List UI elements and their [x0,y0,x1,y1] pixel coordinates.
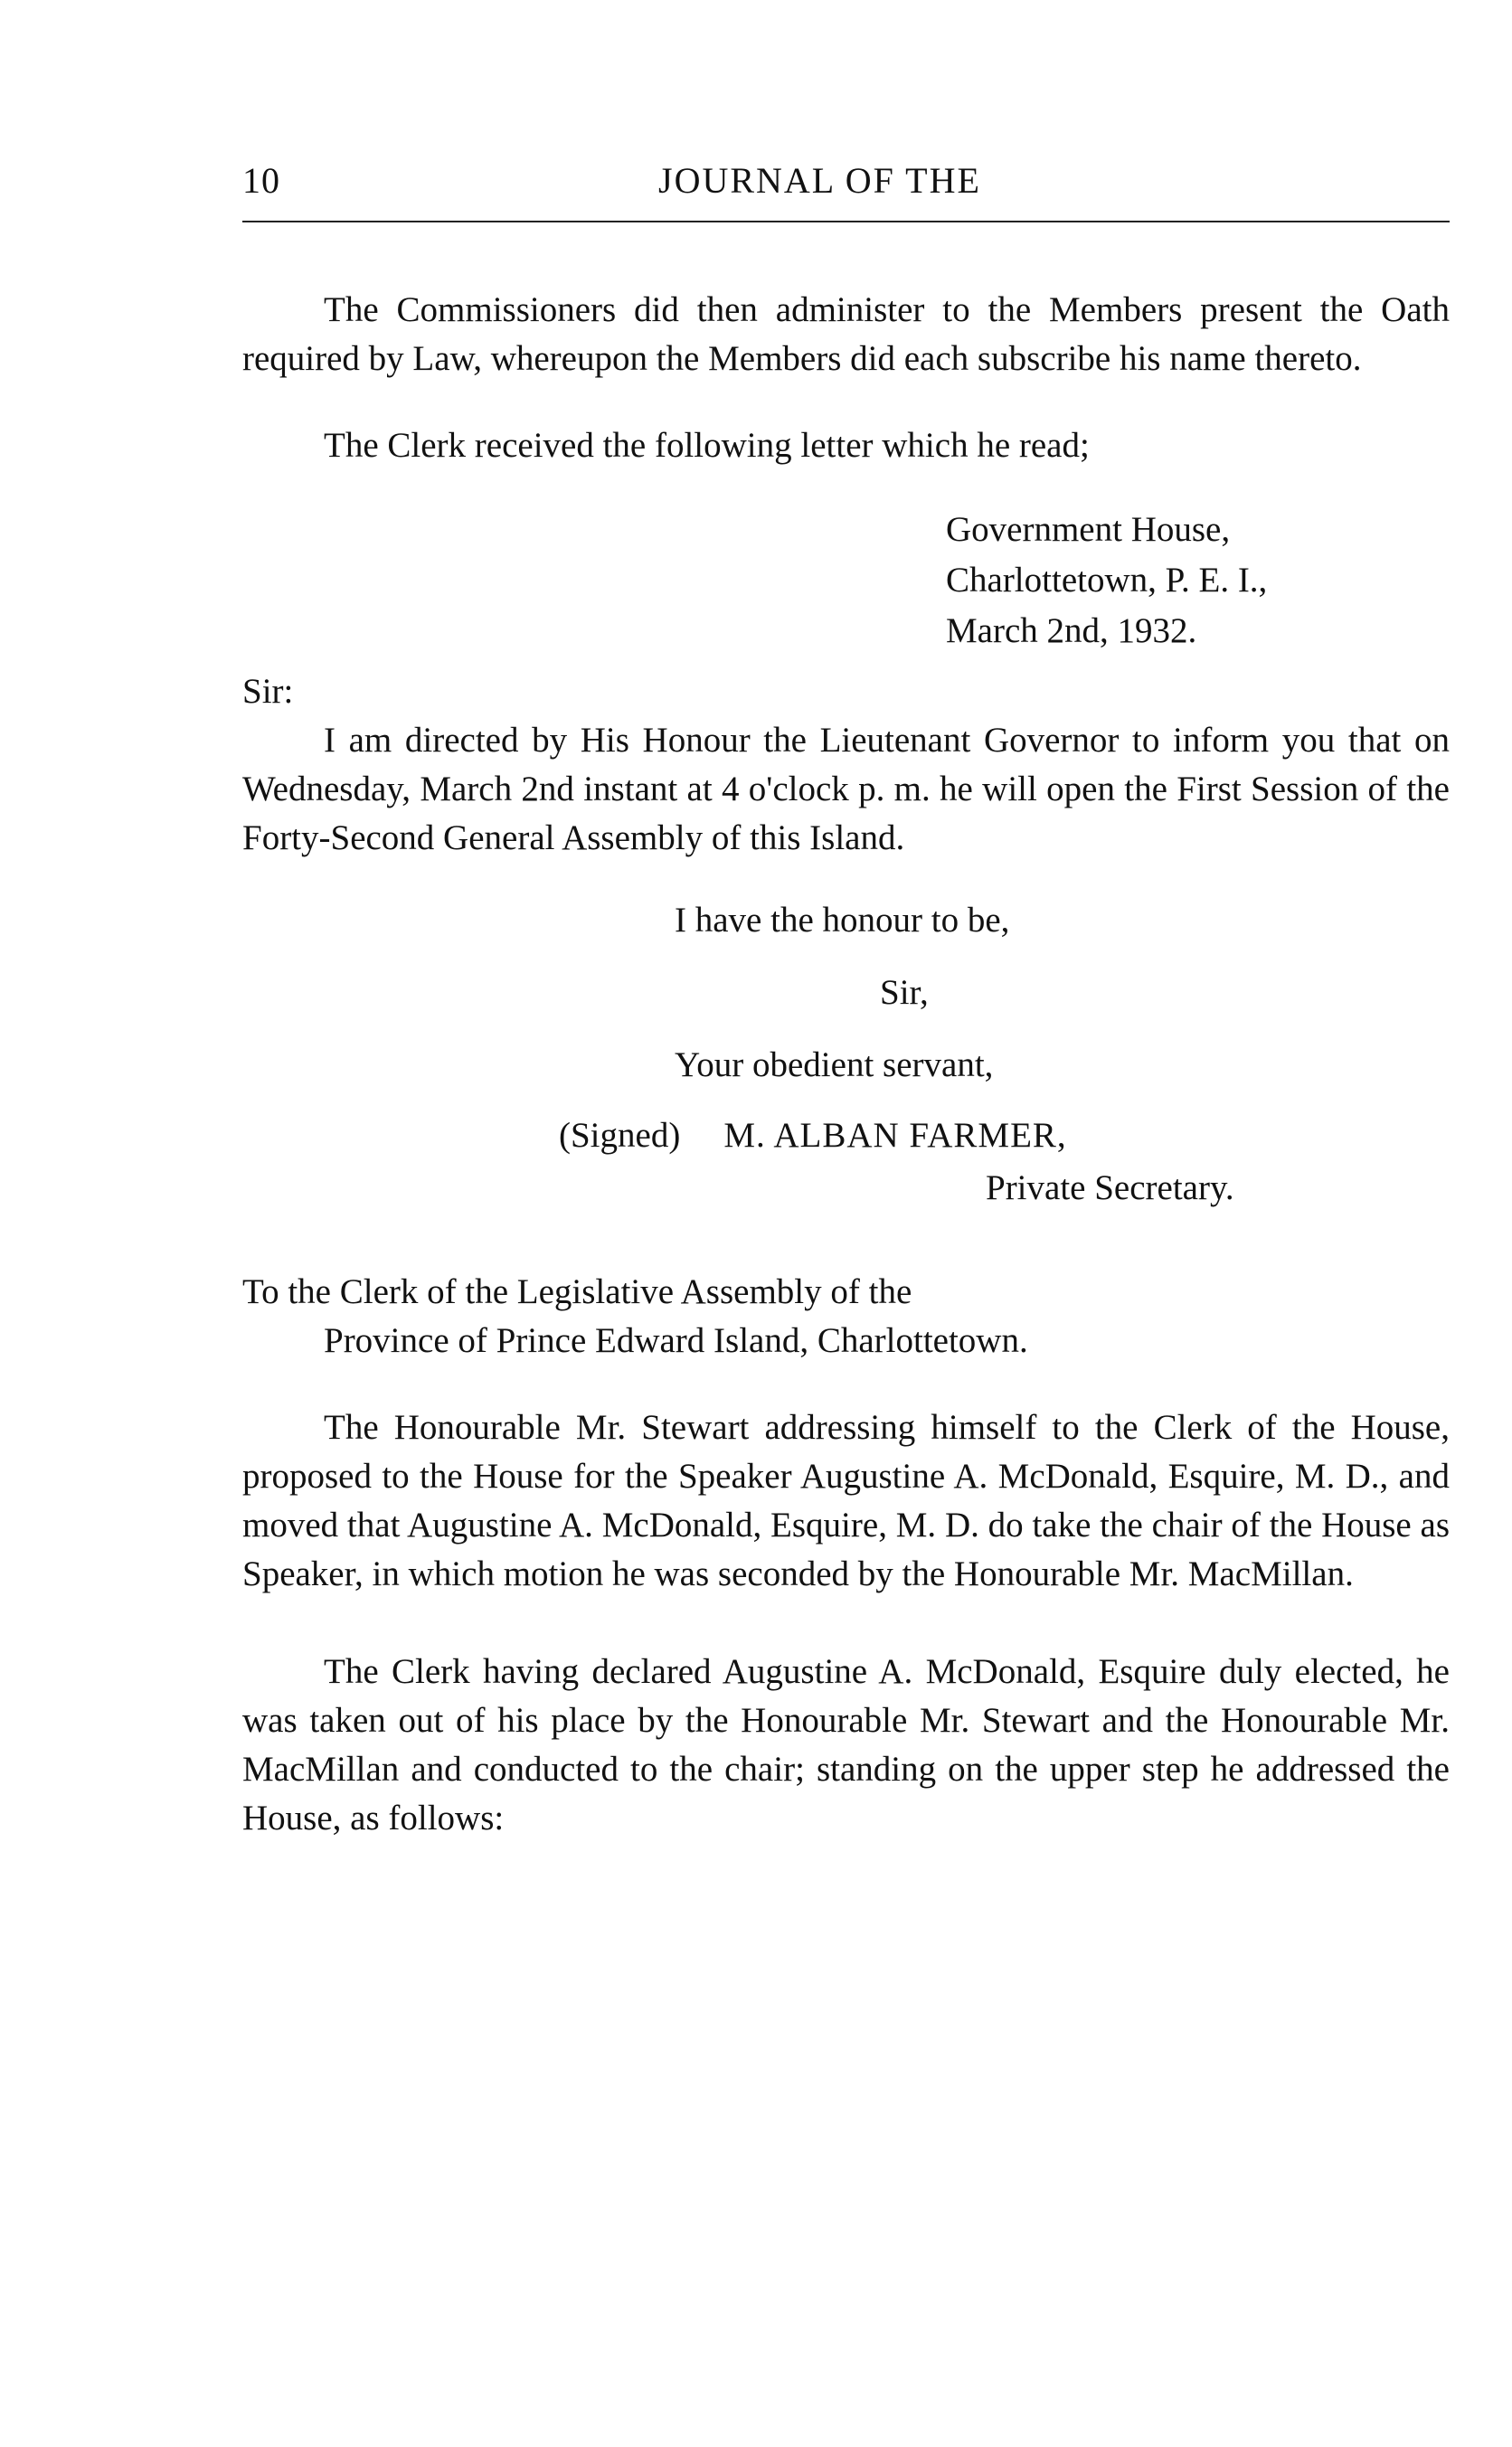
closing-line: Your obedient servant, [675,1045,994,1084]
closing-line: I have the honour to be, [675,901,1010,940]
page-number: 10 [242,160,280,201]
letter-address [946,505,1450,657]
closing-line: Sir, [880,973,929,1012]
signature-line [242,1109,1450,1163]
letter-closing [242,884,1450,1214]
address-line: Charlottetown, P. E. I., [946,561,1268,600]
address-line: Government House, [946,510,1231,549]
letter-addressee [242,1268,1450,1365]
signed-label: (Signed) [559,1116,681,1155]
address-line: March 2nd, 1932. [946,611,1197,650]
motion-paragraph: The Honourable Mr. Stewart addressing himself to the Clerk of the House, proposed to the House for the Speaker Augustine A. McDonald, Esquire, M. D., and moved that Augustine A. McDonald, Esquire, M. D. do take the chair of the House as Speaker, in which motion he was seconded by the Honourable Mr. MacMillan. [242,1408,1450,1593]
clerk-received-paragraph: The Clerk received the following letter which he read; [324,426,1090,465]
header-rule [242,221,1450,222]
oath-paragraph: The Commissioners did then administer to the Members present the Oath required by Law, whereupon the Members did each subscribe his name thereto. [242,290,1450,378]
page-body [242,286,1450,1843]
letter-body: I am directed by His Honour the Lieutenant Governor to inform you that on Wednesday, March 2nd instant at 4 o'clock p. m. he will open the First Session of the Forty-Second General Assembly of this Island. [242,721,1450,857]
signer-name: M. ALBAN FARMER, [723,1116,1067,1155]
running-head: JOURNAL OF THE [658,160,981,201]
letter-salutation: Sir: [242,672,294,711]
page-header [242,159,1450,213]
signer-title: Private Secretary. [986,1168,1234,1207]
addressee-line: Province of Prince Edward Island, Charlottetown. [324,1321,1028,1360]
elected-paragraph: The Clerk having declared Augustine A. McDonald, Esquire duly elected, he was taken out of his place by the Honourable Mr. Stewart and the Honourable Mr. MacMillan and conducted to the chair; standing on the upper step he addressed the House, as follows: [242,1652,1450,1838]
addressee-line: To the Clerk of the Legislative Assembly of the [242,1272,912,1311]
